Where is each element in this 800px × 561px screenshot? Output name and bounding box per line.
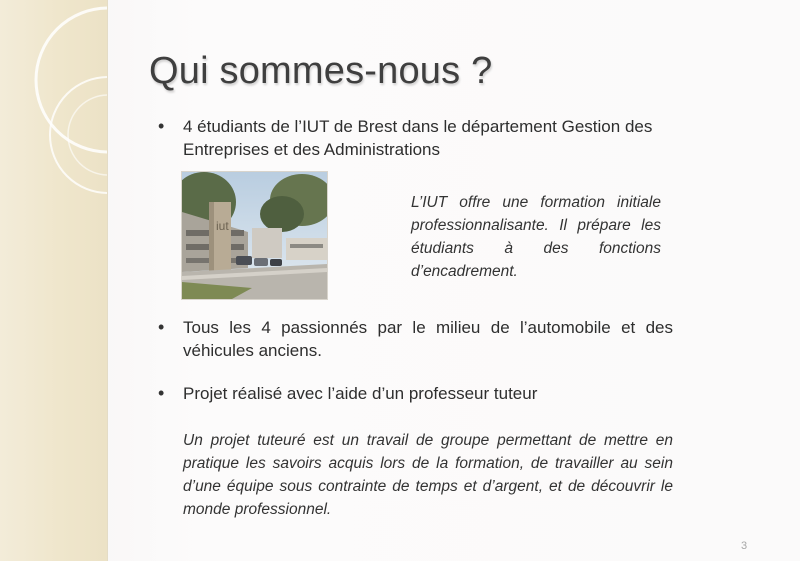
page-number: 3 [741,540,748,552]
photo-sign-text: iut [216,219,229,233]
bullet-marker: • [158,317,165,337]
bullet-passion: Tous les 4 passionnés par le milieu de l’automobile et des véhicules anciens. [183,318,673,360]
iut-description-quote: L’IUT offre une formation initiale professionnalisante. Il prépare les étudiants à des fonctions d’encadrement. [411,194,661,280]
bullet-tutor-project: Projet réalisé avec l’aide d’un professeur tuteur [183,384,538,403]
tutored-project-quote: Un projet tuteuré est un travail de groupe permettant de mettre en pratique les savoirs acquis lors de la formation, de travailler au sein d’une équipe sous contrainte de temps et d’argent, et de découvrir le monde professionnel. [183,432,673,518]
bullet-marker: • [158,116,165,136]
bullet-students: 4 étudiants de l’IUT de Brest dans le département Gestion des Entreprises et des Administrations [183,117,653,159]
slide-title: Qui sommes-nous ? [149,50,493,92]
decorative-circles [0,0,107,561]
bullet-marker: • [158,383,165,403]
iut-building-photo [182,172,327,299]
decorative-side-band [0,0,108,561]
